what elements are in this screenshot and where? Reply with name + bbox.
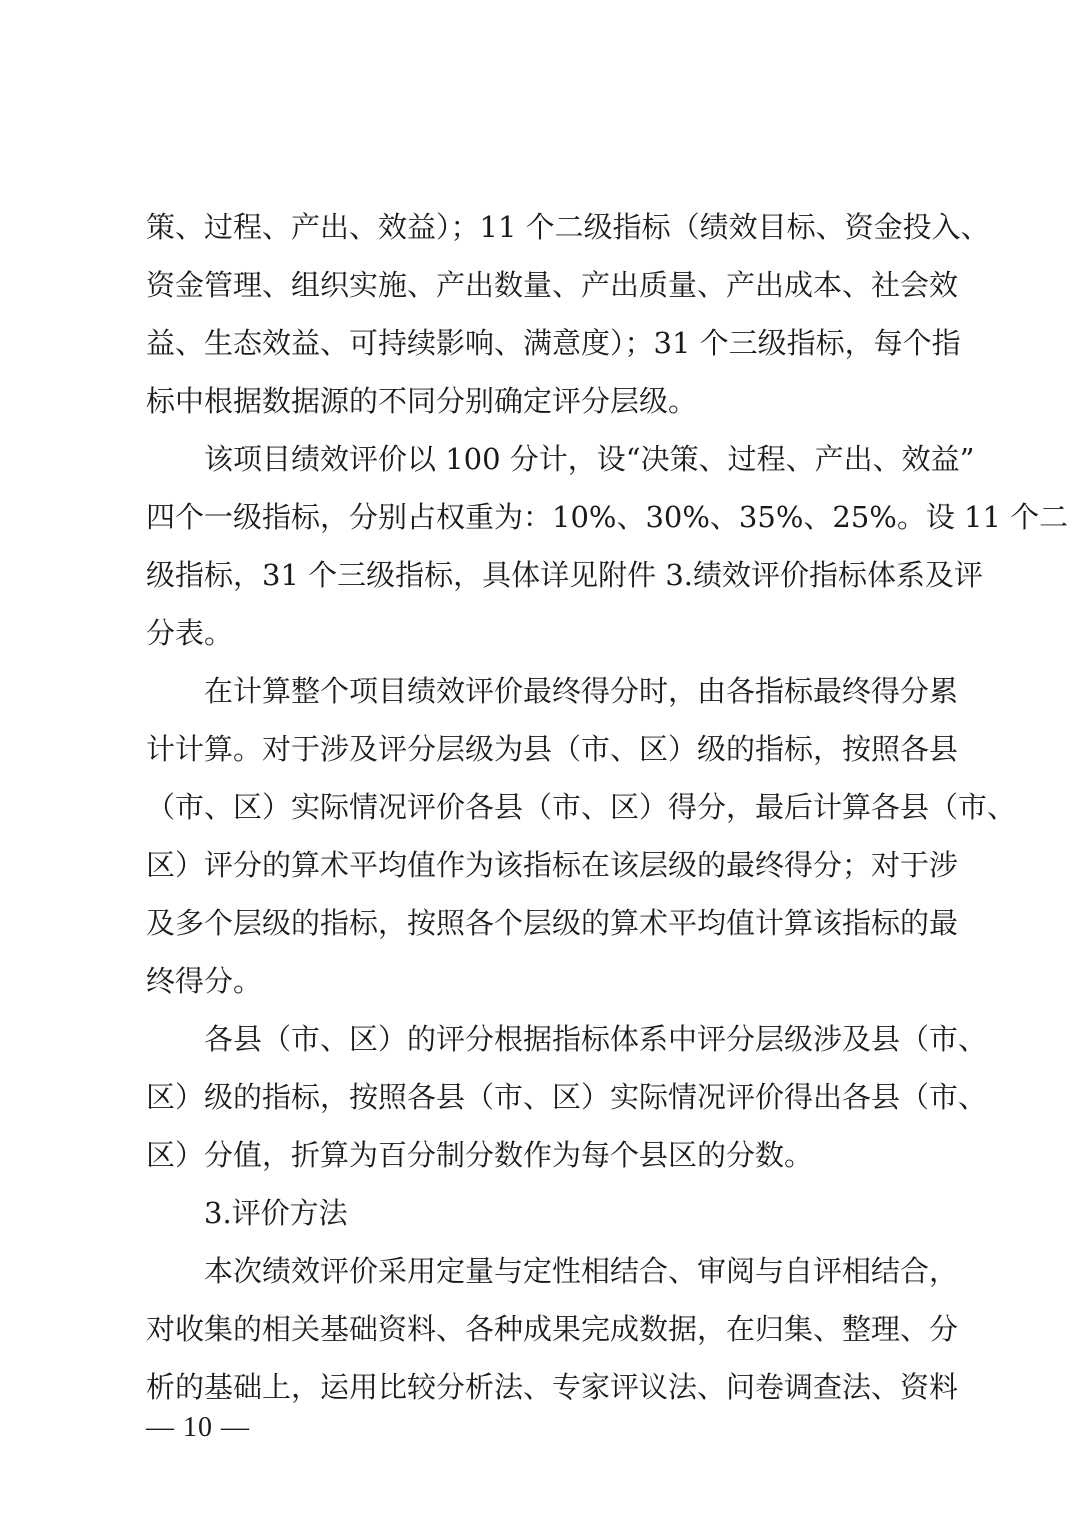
text-line: 标中根据数据源的不同分别确定评分层级。 — [146, 384, 698, 418]
text-line: 区）评分的算术平均值作为该指标在该层级的最终得分；对于涉 — [146, 848, 959, 882]
text-line: 终得分。 — [146, 964, 263, 998]
text-line: 各县（市、区）的评分根据指标体系中评分层级涉及县（市、 — [204, 1022, 988, 1056]
text-line: 分表。 — [146, 616, 234, 650]
text-line: 及多个层级的指标，按照各个层级的算术平均值计算该指标的最 — [146, 906, 959, 940]
text-line: 区）分值，折算为百分制分数作为每个县区的分数。 — [146, 1138, 814, 1172]
text-line: 区）级的指标，按照各县（市、区）实际情况评价得出各县（市、 — [146, 1080, 988, 1114]
text-line: 对收集的相关基础资料、各种成果完成数据，在归集、整理、分 — [146, 1312, 959, 1346]
text-line: 四个一级指标，分别占权重为：10%、30%、35%、25%。设 11 个二 — [146, 500, 1069, 534]
text-line: 计计算。对于涉及评分层级为县（市、区）级的指标，按照各县 — [146, 732, 959, 766]
text-line: 在计算整个项目绩效评价最终得分时，由各指标最终得分累 — [204, 674, 959, 708]
text-line: 该项目绩效评价以 100 分计，设“决策、过程、产出、效益” — [204, 442, 975, 476]
text-line: 本次绩效评价采用定量与定性相结合、审阅与自评相结合， — [204, 1254, 959, 1288]
text-line: 益、生态效益、可持续影响、满意度）；31 个三级指标，每个指 — [146, 326, 961, 360]
text-line: 级指标，31 个三级指标，具体详见附件 3.绩效评价指标体系及评 — [146, 558, 984, 592]
text-line: 析的基础上，运用比较分析法、专家评议法、问卷调查法、资料 — [146, 1370, 959, 1404]
text-line: （市、区）实际情况评价各县（市、区）得分，最后计算各县（市、 — [146, 790, 1017, 824]
section-heading: 3.评价方法 — [204, 1196, 348, 1230]
text-line: 策、过程、产出、效益）；11 个二级指标（绩效目标、资金投入、 — [146, 210, 990, 244]
page-number: — 10 — — [146, 1412, 250, 1443]
text-line: 资金管理、组织实施、产出数量、产出质量、产出成本、社会效 — [146, 268, 959, 302]
body-text — [146, 198, 1069, 1416]
